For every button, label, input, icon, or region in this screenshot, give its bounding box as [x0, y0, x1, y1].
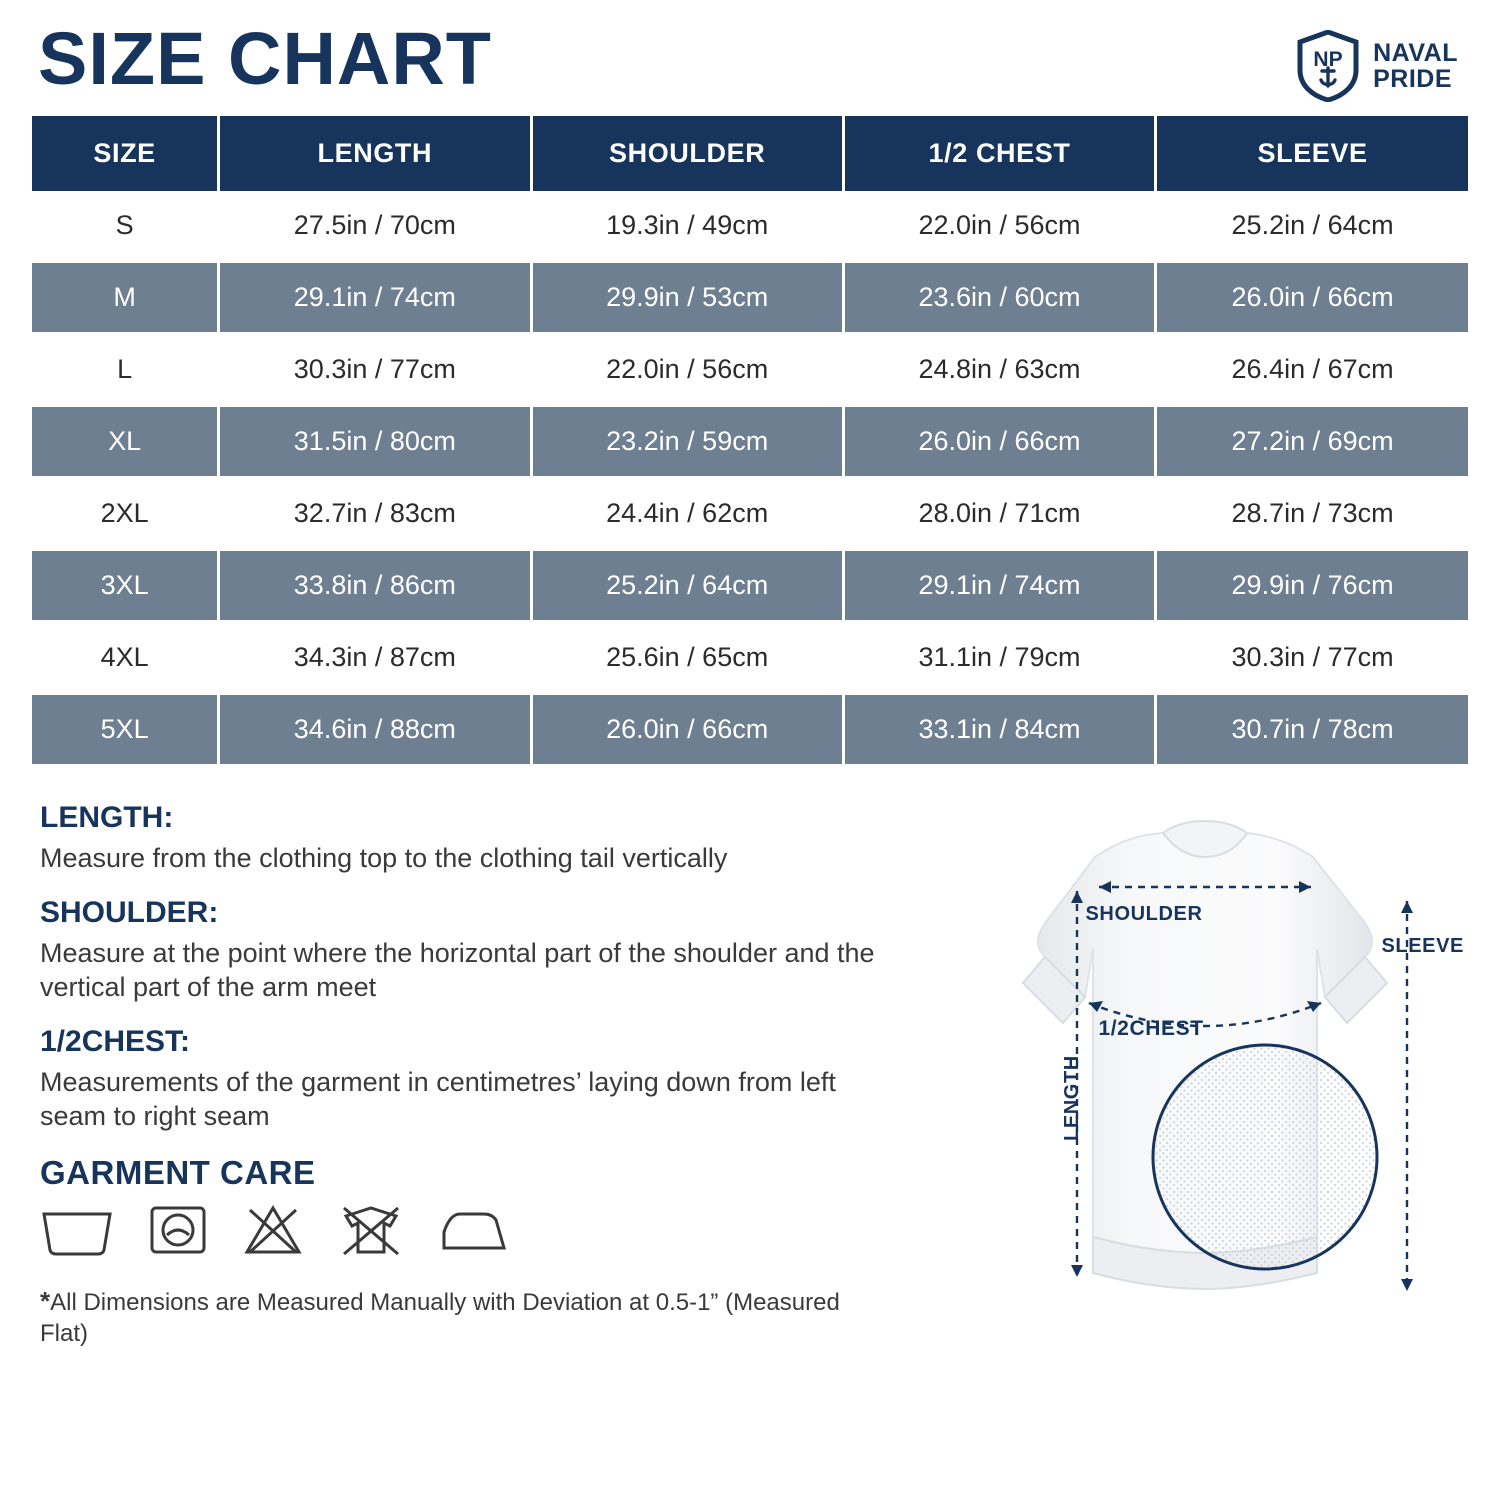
- cell-sleeve: 26.4in / 67cm: [1156, 334, 1468, 406]
- cell-sleeve: 30.7in / 78cm: [1156, 694, 1468, 766]
- iron-low-icon: [438, 1202, 510, 1258]
- table-row: [32, 334, 1468, 406]
- disclaimer-text: [40, 1284, 840, 1350]
- cell-size: 2XL: [32, 478, 219, 550]
- col-header-half-chest: 1/2 CHEST: [843, 116, 1155, 191]
- cell-sleeve: 26.0in / 66cm: [1156, 262, 1468, 334]
- cell-half-chest: 33.1in / 84cm: [843, 694, 1155, 766]
- cell-shoulder: 25.6in / 65cm: [531, 622, 843, 694]
- cell-half-chest: 28.0in / 71cm: [843, 478, 1155, 550]
- note-heading-half-chest: 1/2CHEST:: [40, 1024, 191, 1058]
- cell-half-chest: 22.0in / 56cm: [843, 191, 1155, 262]
- cell-sleeve: 29.9in / 76cm: [1156, 550, 1468, 622]
- cell-shoulder: 19.3in / 49cm: [531, 191, 843, 262]
- measurement-notes: [32, 801, 903, 1351]
- disclaimer-body: All Dimensions are Measured Manually with Deviation at 0.5-1” (Measured Flat): [40, 1288, 840, 1348]
- note-text-half-chest: Measurements of the garment in centimetres’ laying down from left seam to right seam: [40, 1066, 836, 1132]
- cell-sleeve: 25.2in / 64cm: [1156, 191, 1468, 262]
- cell-shoulder: 24.4in / 62cm: [531, 478, 843, 550]
- cell-half-chest: 31.1in / 79cm: [843, 622, 1155, 694]
- cell-shoulder: 23.2in / 59cm: [531, 406, 843, 478]
- hand-wash-icon: [40, 1202, 114, 1258]
- table-row: [32, 262, 1468, 334]
- cell-size: S: [32, 191, 219, 262]
- cell-length: 27.5in / 70cm: [219, 191, 531, 262]
- cell-length: 31.5in / 80cm: [219, 406, 531, 478]
- cell-length: 34.6in / 88cm: [219, 694, 531, 766]
- page-header: [32, 0, 1468, 116]
- brand-line-2: PRIDE: [1373, 65, 1452, 93]
- cell-sleeve: 30.3in / 77cm: [1156, 622, 1468, 694]
- garment-label-sleeve: SLEEVE: [1381, 935, 1464, 957]
- table-row: [32, 622, 1468, 694]
- brand-line-1: NAVAL: [1373, 38, 1458, 67]
- table-row: [32, 694, 1468, 766]
- col-header-shoulder: SHOULDER: [531, 116, 843, 191]
- cell-half-chest: 29.1in / 74cm: [843, 550, 1155, 622]
- cell-sleeve: 28.7in / 73cm: [1156, 478, 1468, 550]
- col-header-size: SIZE: [32, 116, 219, 191]
- cell-shoulder: 22.0in / 56cm: [531, 334, 843, 406]
- cell-half-chest: 26.0in / 66cm: [843, 406, 1155, 478]
- col-header-length: LENGTH: [219, 116, 531, 191]
- cell-shoulder: 29.9in / 53cm: [531, 262, 843, 334]
- note-heading-shoulder: SHOULDER:: [40, 895, 219, 929]
- disclaimer-star: *: [40, 1285, 51, 1316]
- garment-illustration: [913, 791, 1468, 1351]
- garment-label-length: LENGTH: [1061, 1055, 1084, 1141]
- cell-shoulder: 25.2in / 64cm: [531, 550, 843, 622]
- cell-half-chest: 24.8in / 63cm: [843, 334, 1155, 406]
- svg-text:NP: NP: [1313, 48, 1343, 71]
- cell-length: 32.7in / 83cm: [219, 478, 531, 550]
- note-text-shoulder: Measure at the point where the horizontal part of the shoulder and the vertical part of the arm meet: [40, 937, 875, 1003]
- cell-length: 29.1in / 74cm: [219, 262, 531, 334]
- naval-pride-shield-icon: [1297, 30, 1359, 102]
- brand-name: [1373, 40, 1458, 93]
- cell-length: 34.3in / 87cm: [219, 622, 531, 694]
- cell-length: 30.3in / 77cm: [219, 334, 531, 406]
- cell-size: L: [32, 334, 219, 406]
- cell-shoulder: 26.0in / 66cm: [531, 694, 843, 766]
- lower-section: [32, 801, 1468, 1351]
- table-row: [32, 191, 1468, 262]
- brand-logo: [1297, 22, 1468, 102]
- note-heading-length: LENGTH:: [40, 801, 174, 834]
- garment-care-icons: [40, 1202, 903, 1258]
- col-header-sleeve: SLEEVE: [1156, 116, 1468, 191]
- do-not-bleach-icon: [242, 1202, 304, 1258]
- garment-care-heading: GARMENT CARE: [40, 1153, 316, 1191]
- size-table: [32, 116, 1468, 767]
- do-not-dry-clean-icon: [338, 1202, 404, 1258]
- cell-size: 4XL: [32, 622, 219, 694]
- cell-size: M: [32, 262, 219, 334]
- cell-half-chest: 23.6in / 60cm: [843, 262, 1155, 334]
- note-text-length: Measure from the clothing top to the clothing tail vertically: [40, 843, 728, 873]
- table-row: [32, 550, 1468, 622]
- tumble-dry-icon: [148, 1202, 208, 1258]
- table-row: [32, 406, 1468, 478]
- cell-length: 33.8in / 86cm: [219, 550, 531, 622]
- cell-size: 3XL: [32, 550, 219, 622]
- cell-size: XL: [32, 406, 219, 478]
- page-title: SIZE CHART: [38, 17, 492, 100]
- table-row: [32, 478, 1468, 550]
- cell-sleeve: 27.2in / 69cm: [1156, 406, 1468, 478]
- sweatshirt-drawing: [913, 791, 1473, 1351]
- table-header-row: [32, 116, 1468, 191]
- garment-label-half-chest: 1/2CHEST: [1098, 1017, 1204, 1040]
- cell-size: 5XL: [32, 694, 219, 766]
- garment-label-shoulder: SHOULDER: [1085, 903, 1203, 925]
